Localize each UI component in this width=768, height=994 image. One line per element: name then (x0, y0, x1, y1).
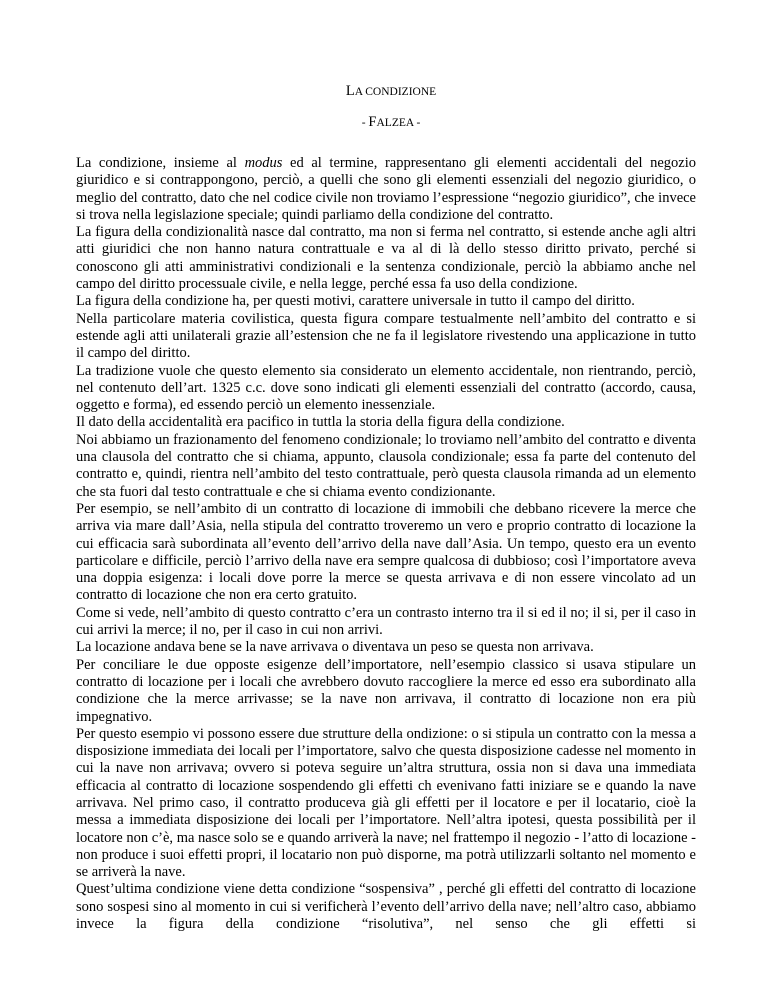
paragraph: La tradizione vuole che questo elemento sia considerato un elemento accidentale, non rientrando, perciò, nel contenuto dell’art. 1325 c.c. dove sono indicati gli elementi essenziali del contratto (accordo, causa, oggetto e forma), ed essendo perciò un elemento inessenziale. (76, 362, 696, 414)
paragraph: Per conciliare le due opposte esigenze dell’importatore, nell’esempio classico si usava stipulare un contratto di locazione per i locali che avrebbero dovuto raccogliere la merce ed esso era subordinato alla condizione che la merce arrivasse; se la nave non arrivava, il contratto di locazione non era più impegnativo. (76, 656, 696, 725)
document-body (76, 155, 696, 933)
paragraph: Nella particolare materia covilistica, questa figura compare testualmente nell’ambito del contratto e si estende agli atti unilaterali grazie all’estension che ne fa il legislatore rivestendo una applicazione in tutto il campo del diritto. (76, 310, 696, 362)
paragraph: La figura della condizionalità nasce dal contratto, ma non si ferma nel contratto, si estende anche agli altri atti giuridici che non hanno natura contrattuale e va al di là dello stesso diritto privato, perché si conoscono gli atti amministrativi condizionali e la sentenza condizionale, perciò la abbiamo anche nel campo del diritto processuale civile, e nella legge, perché essa fa uso della condizione. (76, 224, 696, 293)
author-smallcaps: ALZEA (376, 117, 414, 129)
paragraph: La figura della condizione ha, per questi motivi, carattere universale in tutto il campo del diritto. (76, 293, 635, 310)
title-smallcaps: A CONDIZIONE (354, 86, 437, 98)
document-title (76, 85, 696, 99)
paragraph: Quest’ultima condizione viene detta condizione “sospensiva” , perché gli effetti del contratto di locazione sono sospesi sino al momento in cui si verificherà l’evento dell’arrivo della nave; nell’altro caso, abbiamo invece la figura della condizione “risolutiva”, nel senso che gli effetti si (76, 881, 696, 933)
author-suffix: - (413, 117, 421, 129)
paragraph-emphasis: modus (244, 155, 283, 171)
author-prefix: - (361, 117, 369, 129)
author-initial: F (368, 114, 377, 130)
paragraph: Noi abbiamo un frazionamento del fenomeno condizionale; lo troviamo nell’ambito del contratto e diventa una clausola del contratto che si chiama, appunto, clausola condizionale; essa fa parte del contenuto del contratto e, quindi, rientra nell’ambito del testo contrattuale, però questa clausola rimanda ad un elemento che sta fuori dal testo contrattuale e che si chiama evento condizionante. (76, 431, 696, 500)
paragraph: La locazione andava bene se la nave arrivava o diventava un peso se questa non arrivava. (76, 639, 594, 656)
title-initial: L (345, 83, 355, 99)
document-author (76, 116, 696, 130)
paragraph: Il dato della accidentalità era pacifico in tuttla la storia della figura della condizione. (76, 414, 565, 431)
paragraph: Per esempio, se nell’ambito di un contratto di locazione di immobili che debbano ricevere la merce che arriva via mare dall’Asia, nella stipula del contratto troveremo un vero e proprio contratto di locazione la cui efficacia sarà subordinata all’evento dell’arrivo della nave dall’Asia. Un tempo, questo era un evento particolare e difficile, perciò l’arrivo della nave era sempre qualcosa di dubbioso; così l’importatore aveva una doppia esigenza: i locali dove porre la merce se questa arrivava e di non essere vincolato ad un contratto di locazione che non era certo gratuito. (76, 500, 696, 604)
paragraph: Per questo esempio vi possono essere due strutture della ondizione: o si stipula un contratto con la messa a disposizione immediata dei locali per l’importatore, salvo che questa disposizione cadesse nel momento in cui la nave non arrivava; ovvero si poteva seguire un’altra struttura, ossia non si dava una immediata efficacia al contratto di locazione sospendendo gli effetti ch evenivano fatti iniziare se e quando la nave arrivava. Nel primo caso, il contratto produceva già gli effetti per il locatore e per il locatario, cioè la messa a immediata disposizione dei locali per l’importatore. Nell’altra ipotesi, questa possibilità per il locatore non c’è, ma nasce solo se e quando arriverà la nave; nel frattempo il negozio - l’atto di locazione - non produce i suoi effetti propri, il locatario non può disporne, ma potrà utilizzarli soltanto nel momento e se arriverà la nave. (76, 725, 696, 881)
paragraph (76, 155, 696, 224)
paragraph-text: La condizione, insieme al (76, 155, 245, 171)
paragraph: Come si vede, nell’ambito di questo contratto c’era un contrasto interno tra il si ed il no; il si, per il caso in cui arrivi la merce; il no, per il caso in cui non arrivi. (76, 604, 696, 639)
paragraph-text: ed al termine, rappresentano gli elementi accidentali del negozio giuridico e si contrappongono, perciò, a quelli che sono gli elementi essenziali del negozio giuridico, o meglio del contratto, dato che nel codice civile non troviamo l’espressione “negozio giuridico”, che invece si trova nella legislazione speciale; quindi parliamo della condizione del contratto. (76, 155, 696, 223)
document-page (76, 85, 696, 933)
